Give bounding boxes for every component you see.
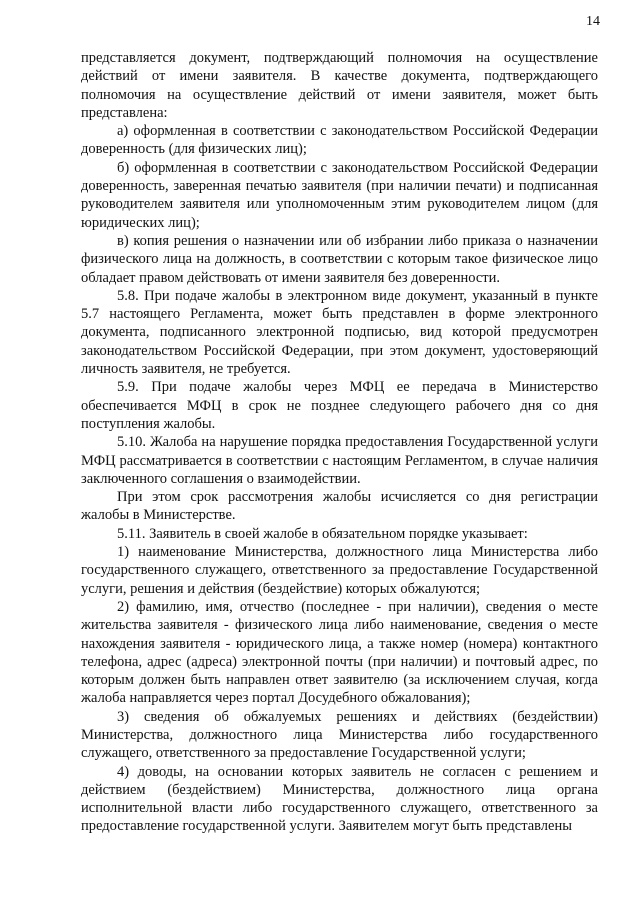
paragraph-continuation: представляется документ, подтверждающий полномочия на осуществление действий от имени заявителя. В качестве документа, подтверждающего полномочия на осуществление действий от имени заявителя, может быть представлена: (81, 50, 598, 121)
paragraph-item-4: 4) доводы, на основании которых заявитель не согласен с решением и действием (бездействием) Министерства, должностного лица органа исполнительной власти либо государственного служащего, ответственного за предоставление государственной услуги. Заявителем могут быть представлены (81, 763, 598, 835)
document-body (81, 49, 598, 836)
paragraph-review-term: При этом срок рассмотрения жалобы исчисляется со дня регистрации жалобы в Министерстве. (81, 489, 598, 524)
paragraph-5-8: 5.8. При подаче жалобы в электронном виде документ, указанный в пункте 5.7 настоящего Регламента, может быть представлен в форме электронного документа, подписанного электронной подписью, вид которой предусмотрен законодательством Российской Федерации, при этом документ, удостоверяющий личность заявителя, не требуется. (81, 287, 598, 378)
paragraph-item-a: а) оформленная в соответствии с законодательством Российской Федерации доверенность (для физических лиц); (81, 123, 598, 158)
paragraph-item-b: б) оформленная в соответствии с законодательством Российской Федерации доверенность, заверенная печатью заявителя (при наличии печати) и подписанная руководителем заявителя или уполномоченным этим руководителем лицом (для юридических лиц); (81, 159, 598, 231)
paragraph-item-2: 2) фамилию, имя, отчество (последнее - при наличии), сведения о месте жительства заявителя - физического лица либо наименование, сведения о месте нахождения заявителя - юридического лица, а также номер (номера) контактного телефона, адрес (адреса) электронной почты (при наличии) и почтовый адрес, по которым должен быть направлен ответ заявителю (за исключением случая, когда жалоба направляется через портал Досудебного обжалования); (81, 598, 598, 707)
paragraph-item-v: в) копия решения о назначении или об избрании либо приказа о назначении физического лица на должность, в соответствии с которым такое физическое лицо обладает правом действовать от имени заявителя без доверенности. (81, 232, 598, 286)
paragraph-5-11: 5.11. Заявитель в своей жалобе в обязательном порядке указывает: (117, 525, 528, 542)
paragraph-5-9: 5.9. При подаче жалобы через МФЦ ее передача в Министерство обеспечивается МФЦ в срок не позднее следующего рабочего дня со дня поступления жалобы. (81, 379, 598, 432)
paragraph-item-1: 1) наименование Министерства, должностного лица Министерства либо государственного служащего, ответственного за предоставление Государственной услуги, решения и действия (бездействие) которых обжалуются; (81, 544, 598, 597)
paragraph-5-10: 5.10. Жалоба на нарушение порядка предоставления Государственной услуги МФЦ рассматривается в соответствии с настоящим Регламентом, в случае наличия заключенного соглашения о взаимодействии. (81, 434, 598, 487)
paragraph-item-3: 3) сведения об обжалуемых решениях и действиях (бездействии) Министерства, должностного лица Министерства либо государственного служащего, ответственного за предоставление Государственной услуги; (81, 708, 598, 762)
page-number: 14 (586, 14, 600, 29)
